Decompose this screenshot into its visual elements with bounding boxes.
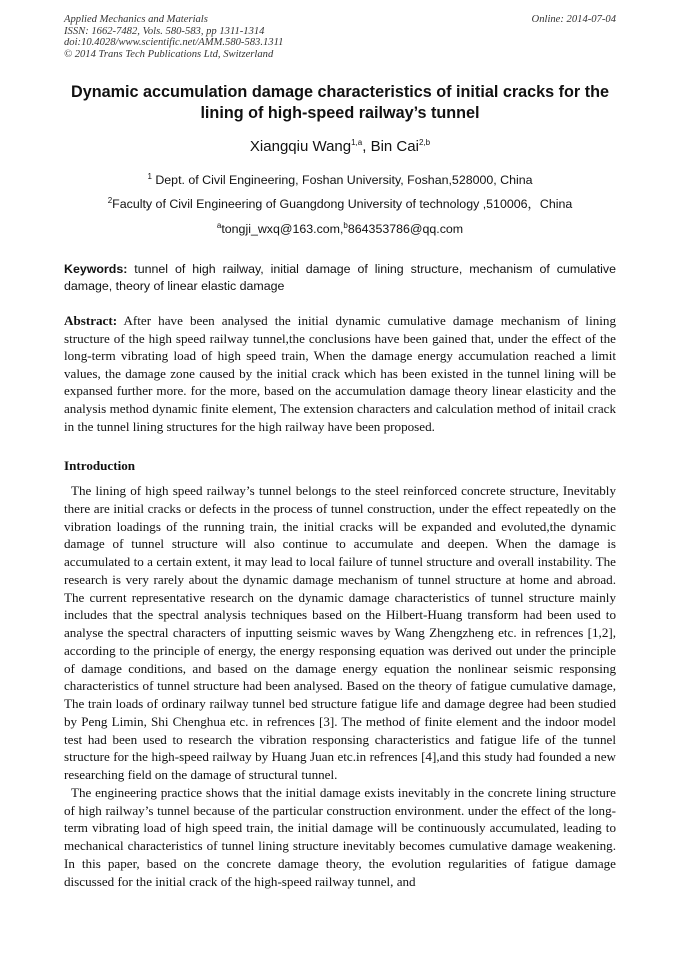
affiliation-superscript: 1 (147, 171, 152, 181)
online-date: Online: 2014-07-04 (531, 14, 616, 25)
journal-name: Applied Mechanics and Materials (64, 14, 208, 25)
author-name: Xiangqiu Wang (249, 138, 352, 155)
paper-title: Dynamic accumulation damage characteristics of initial cracks for the lining of high-speed railway’s tunnel (71, 83, 609, 122)
abstract-text: After have been analysed the initial dynamic cumulative damage mechanism of lining structure of the high speed railway tunnel,the conclusions have been gained that, under the effect of the long-term vibrating load of high speed train, When the damage energy accumulation reached a limit values, the damage zone caused by the initial crack which has been existed in the tunnel lining will be expansed further more. for the more, based on the accumulation damage theory linear elasticity and the analysis method dynamic finite element, The extension characters and calculation method of initail crack in the tunnel lining structures for the high railway have been proposed. (64, 313, 616, 434)
author-separator: , (362, 138, 371, 155)
journal-header (64, 14, 616, 60)
keywords-label: Keywords: (64, 262, 128, 276)
email-superscript: a (216, 220, 222, 230)
affiliation-text: Dept. of Civil Engineering, Foshan University, Foshan,528000, China (151, 173, 533, 187)
email-superscript: b (343, 220, 348, 230)
email-link[interactable]: 864353786@qq.com (347, 222, 464, 236)
affiliation-superscript: 2 (107, 195, 113, 205)
keywords (64, 261, 616, 295)
doi-line: doi:10.4028/www.scientific.net/AMM.580-583.1311 (64, 37, 284, 49)
issn-line: ISSN: 1662-7482, Vols. 580-583, pp 1311-1314 (64, 25, 265, 37)
affiliation-text: Faculty of Civil Engineering of Guangdong University of technology ,510006，China (112, 197, 573, 211)
author-superscript: 1,a (351, 138, 363, 147)
copyright-line: © 2014 Trans Tech Publications Ltd, Switzerland (64, 48, 274, 60)
author-name: Bin Cai (370, 138, 419, 155)
paragraph: The engineering practice shows that the initial damage exists inevitably in the concrete lining structure of high railway’s tunnel because of the particular construction environment. under the effect of the long-term vibrating load of high speed train, the initial damage will be continuously accumulated, leading to mechanical characteristics of tunnel lining structure inevitably becomes cumulative damage weakening. In this paper, based on the concrete damage theory, the evolution regularities of fatigue damage discussed for the initial crack of the high-speed railway tunnel, and (64, 784, 616, 889)
abstract (64, 312, 616, 435)
affiliation-2 (64, 196, 616, 212)
keywords-text: tunnel of high railway, initial damage of lining structure, mechanism of cumulative damage, theory of linear elastic damage (64, 262, 616, 293)
author-superscript: 2,b (418, 138, 431, 147)
email-line (64, 221, 616, 237)
introduction-body (64, 482, 616, 890)
paragraph: The lining of high speed railway’s tunnel belongs to the steel reinforced concrete structure, Inevitably there are initial cracks or defects in the process of tunnel construction, under the effect repeatedly on the vibration loadings of the running train, the initial cracks will be expanded and evoluted,the dynamic damage of tunnel structure will also continue to accumulate and deepen. When the damage is accumulated to a certain extent, it may lead to local failure of tunnel structure and overall instability. The research is very rarely about the dynamic damage mechanism of tunnel structure at home and abroad. The current representative research on the dynamic damage characteristics of tunnel structure mainly includes that the spectral analysis techniques based on the Hilbert-Huang transform had been used to analyse the spectral characters of inputting seismic waves by Wang Zhengzheng etc. in refrences [1,2], according to the principle of energy, the energy responsing equation was derived out under the principle of damage conditions, and based on the damage energy equation the nonlinear seismic responsing characteristics of tunnel structure had been analysed. Based on the theory of fatigue cumulative damage, The train loads of ordinary railway tunnel bed structure fatigue life and damage degree had been studied by Peng Limin, Shi Chenghua etc. in refrences [3]. The method of finite element and the indoor model test had been used to research the vibration responsing characteristics and fatigue life of the tunnel structure for the high-speed railway by Huang Juan etc.in refrences [4],and this study had founded a new researching field on the damage of structural tunnel. (64, 483, 616, 782)
email-link[interactable]: tongji_wxq@163.com, (221, 222, 344, 236)
abstract-label: Abstract: (64, 313, 118, 328)
section-heading-introduction: Introduction (64, 458, 136, 473)
affiliation-1 (64, 172, 616, 188)
author-line (64, 137, 616, 157)
